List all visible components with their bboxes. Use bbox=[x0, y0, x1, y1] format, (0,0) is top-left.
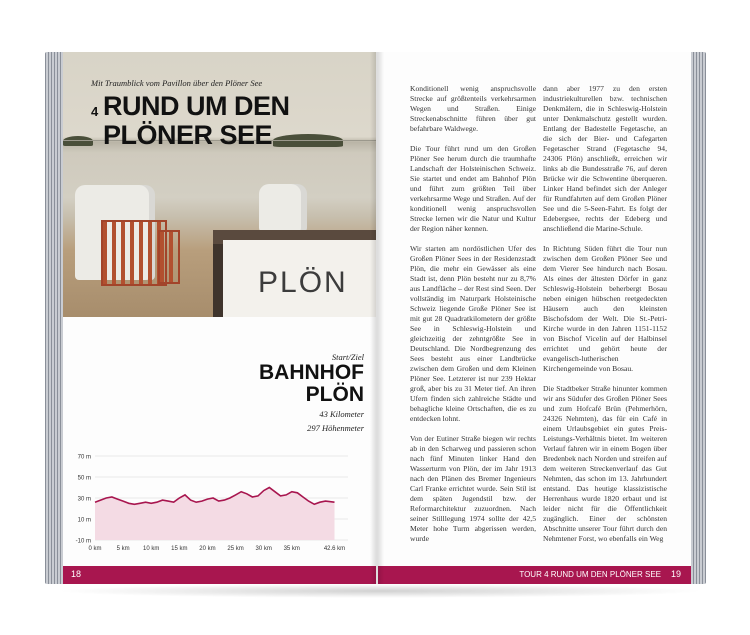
title-line-2: PLÖNER SEE bbox=[103, 120, 273, 150]
y-tick-label: 70 m bbox=[77, 454, 91, 461]
page-number-left: 18 bbox=[71, 569, 82, 579]
x-tick-label: 10 km bbox=[143, 546, 160, 552]
x-tick-label: 5 km bbox=[116, 546, 130, 552]
start-line-1: BAHNHOF bbox=[259, 361, 364, 384]
right-page bbox=[378, 52, 691, 584]
y-tick-label: 50 m bbox=[77, 475, 91, 482]
page-edges-left bbox=[45, 52, 65, 584]
left-page bbox=[63, 52, 376, 584]
book-shadow bbox=[55, 584, 705, 598]
paragraph: Wir starten am nordöstlichen Ufer des Großen Plöner Sees in der Residenzstadt Plön, die mehr ein Gewässer als eine Stadt ist, denn Plön besteht nur zu 8,7% aus Landfläche – der Rest sind Seen. Der vollständig im Naturpark Holsteinische Schweiz liegende Große Plöner See ist mit gut 28 Quadratkilometern der größte See in Schleswig-Holstein und gleichzeitig der zehntgrößte See in Deutschland. Die Nordbegrenzung des Sees besteht aus einer Landbrücke zwischen dem Großen und dem Kleinen Plöner See. Letzterer ist nur 239 Hektar groß, aber bis zu 31 Meter tief. An ihren Ufern finden sich zahlreiche Städte und behagliche kleine Ortschaften, die es zu entdecken lohnt. bbox=[410, 244, 536, 423]
paragraph: Konditionell wenig anspruchsvolle Strecke auf größtenteils verkehrsarmen Wegen und Straßen. Einige Streckenabschnitte führen über gut befahrbare Waldwege. bbox=[410, 84, 536, 133]
elevation-profile-chart bbox=[63, 444, 376, 556]
wooden-crate-small bbox=[158, 230, 180, 284]
x-tick-label: 30 km bbox=[255, 546, 272, 552]
start-line-2: PLÖN bbox=[305, 383, 364, 406]
paragraph: Die Stadtbeker Straße hinunter kommen wir ans Südufer des Großen Plöner Sees und zum Hofcafé Brün (Pehmerhörn, 24326 Nehmten), das für ein Café in einem Urlaubsgebiet ein gutes Preis-Leistungs-Verhältnis bietet. Im weiteren Verlauf fahren wir in einem Bogen über Bredenbek nach Norden und streifen auf dem weiteren Streckenverlauf das Gut Nehmten, das schon im 13. Jahrhundert entstand. Das heutige klassizistische Herrenhaus wurde 1820 erbaut und ist leider nicht für die Öffentlichkeit zugänglich. Einer der schönsten Abschnitte unserer Tour führt durch den Nehmtener Forst, wo ebenfalls ein Weg bbox=[543, 384, 667, 543]
start-location bbox=[164, 362, 364, 406]
page-title bbox=[103, 92, 373, 150]
photo-caption: Mit Traumblick vom Pavillon über den Plöner See bbox=[91, 78, 263, 88]
lake-photo bbox=[63, 52, 376, 317]
x-tick-label: 20 km bbox=[199, 546, 216, 552]
elevation-area bbox=[95, 488, 335, 541]
elevation-gain: 297 Höhenmeter bbox=[307, 423, 364, 433]
x-tick-label: 15 km bbox=[171, 546, 188, 552]
page-number-right: 19 bbox=[670, 569, 681, 579]
text-column-1 bbox=[410, 84, 536, 554]
book-gutter bbox=[370, 52, 384, 584]
tour-number: 4 bbox=[91, 104, 99, 119]
x-tick-label: 42.6 km bbox=[323, 546, 346, 552]
start-label: Start/Ziel bbox=[331, 352, 364, 362]
island-left bbox=[63, 136, 93, 146]
y-tick-label: -10 m bbox=[75, 538, 91, 545]
text-column-2 bbox=[543, 84, 667, 554]
y-tick-label: 30 m bbox=[77, 496, 91, 503]
paragraph: In Richtung Süden führt die Tour nun zwischen dem Großen Plöner See und dem Vierer See hindurch nach Bosau. Als eines der ältesten Dörfer in ganz Schleswig-Holstein beherbergt Bosau neben einigen hübschen reetgedeckten Häusern auch den kleinsten Bischofsdom der Welt. Die St.-Petri-Kirche wurde in den Jahren 1151-1152 von Bischof Vicelin auf der Halbinsel errichtet und gehört heute der evangelisch-lutherischen Kirchengemeinde von Bosau. bbox=[543, 244, 667, 373]
x-tick-label: 0 km bbox=[88, 546, 102, 552]
paragraph: Von der Eutiner Straße biegen wir rechts ab in den Scharweg und passieren schon nach fünf Minuten linker Hand den Wasserturm von Plön, der im Jahr 1913 nach den Plänen des Bremer Ingenieurs Carl Franke errichtet wurde. Sein Stil ist dem späten Jugendstil bzw. der Reformarchitektur zuzuordnen. Nach seiner Stilllegung 1974 sollte der 42,5 Meter hohe Turm abgerissen werden, wurde bbox=[410, 434, 536, 543]
beach-chair-right bbox=[259, 184, 307, 232]
footer-left bbox=[63, 566, 376, 584]
paragraph: Die Tour führt rund um den Großen Plöner See herum durch die traumhafte Landschaft der Holsteinischen Schweiz. Sie startet und endet am Bahnhof Plön und führt zum größten Teil über verkehrsarme Wege und Straßen. Auf der konditionell wenig anspruchsvollen Strecke lernen wir die Natur und Kultur der Region näher kennen. bbox=[410, 144, 536, 233]
footer-tour-title: TOUR 4 RUND UM DEN PLÖNER SEE bbox=[519, 570, 661, 579]
title-line-1: RUND UM DEN bbox=[103, 91, 290, 121]
paragraph: dann aber 1977 zu den ersten industriekulturellen bzw. technischen Denkmälern, die in Schleswig-Holstein unter Denkmalschutz gestellt wurden. Entlang der Badestelle Fegetasche, an die sich der Bier- und Cafegarten Fegetascher Strand (Fegetasche 94, 24306 Plön) anschließt, erreichen wir links ab die Bundesstraße 76, auf deren Brücke wir die Schwentine überqueren. Linker Hand befindet sich der Anleger für Rundfahrten auf dem Großen Plöner See und die 5-Seen-Fahrt. Es folgt der Edebergsee, rechts der Edeberg und anschließend die Marine-Schule. bbox=[543, 84, 667, 233]
y-tick-label: 10 m bbox=[77, 517, 91, 524]
x-tick-label: 35 km bbox=[283, 546, 300, 552]
sign-text: PLÖN bbox=[258, 266, 348, 299]
distance: 43 Kilometer bbox=[319, 409, 364, 419]
x-tick-label: 25 km bbox=[227, 546, 244, 552]
footer-right bbox=[378, 566, 691, 584]
